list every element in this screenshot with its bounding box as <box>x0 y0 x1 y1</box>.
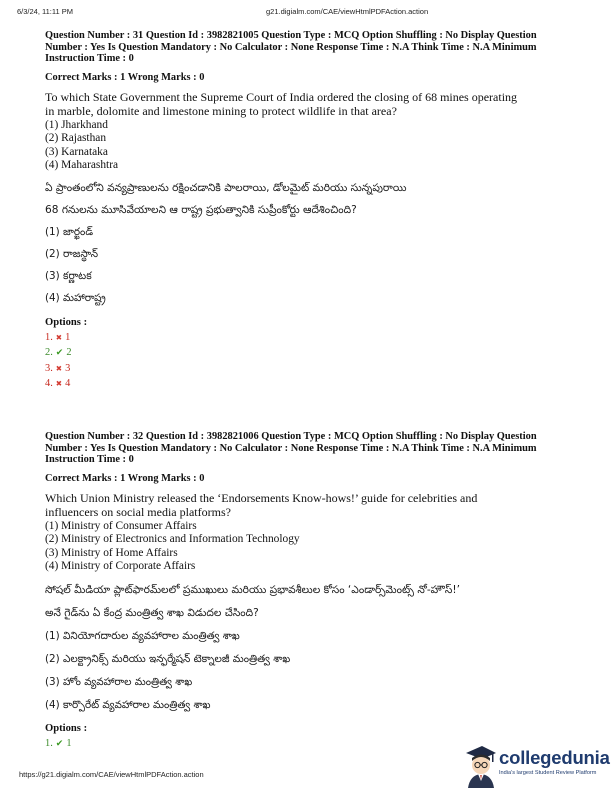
question-meta: Question Number : 31 Question Id : 3982821005 Question Type : MCQ Option Shuffling : No Display Question Number : Yes Is Question Mandatory : No Calculator : None Response Time : N.A Think Time : N.A Minimum Instruction Time : 0 <box>45 30 537 65</box>
question-text <box>45 491 575 519</box>
logo-tagline: India's largest Student Review Platform <box>499 770 597 776</box>
wrong-icon: ✖ <box>55 378 63 388</box>
telugu-option-item: (3) హోం వ్యవహారాల మంత్రిత్వ శాఖ <box>45 676 193 689</box>
question-marks: Correct Marks : 1 Wrong Marks : 0 <box>45 71 205 83</box>
answer-value: 3 <box>65 363 71 374</box>
answer-option <box>45 332 575 344</box>
option-item: (4) Maharashtra <box>45 159 119 171</box>
question-meta: Question Number : 32 Question Id : 3982821006 Question Type : MCQ Option Shuffling : No Display Question Number : Yes Is Question Mandatory : No Calculator : None Response Time : N.A Think Time : N.A Minimum Instruction Time : 0 <box>45 431 537 466</box>
telugu-option-item: (2) రాజస్థాన్ <box>45 248 98 261</box>
telugu-question-text <box>45 583 575 620</box>
answer-value: 4 <box>65 377 71 389</box>
option-item: (2) Rajasthan <box>45 132 107 145</box>
telugu-text-line: అనే గైడ్‌ను ఏ కేంద్ర మంత్రిత్వ శాఖ విడుదల చేసింది? <box>45 607 259 620</box>
print-url: g21.digialm.com/CAE/viewHtmlPDFAction.action <box>266 7 429 16</box>
check-icon: ✔ <box>55 348 64 359</box>
telugu-option-item: (2) ఎలక్ట్రానిక్స్ మరియు ఇన్ఫర్మేషన్ టెక్నాలజీ మంత్రిత్వ శాఖ <box>45 653 291 666</box>
telugu-options <box>45 225 575 305</box>
logo-brand-text: collegedunia <box>499 747 610 768</box>
question-text-line: To which State Government the Supreme Court of India ordered the closing of 68 mines operating <box>45 89 518 104</box>
wrong-icon: ✖ <box>55 364 63 373</box>
telugu-options <box>45 629 575 712</box>
graduate-mascot-icon <box>462 743 498 789</box>
option-item: (3) Ministry of Home Affairs <box>45 546 178 559</box>
telugu-option-item: (4) మహారాష్ట్ర <box>45 292 106 305</box>
question-text-line: influencers on social media platforms? <box>45 504 231 519</box>
answer-number: 3. <box>45 363 53 374</box>
answer-option <box>45 363 575 375</box>
answer-value: 1 <box>65 332 71 344</box>
browser-print-header <box>0 7 612 21</box>
option-item: (3) Karnataka <box>45 145 108 158</box>
check-icon: ✔ <box>55 739 64 750</box>
option-item: (1) Jharkhand <box>45 118 108 131</box>
question-text-line: Which Union Ministry released the ‘Endorsements Know-hows!’ guide for celebrities and <box>45 490 478 505</box>
telugu-option-item: (4) కార్పొరేట్ వ్యవహారాల మంత్రిత్వ శాఖ <box>45 699 211 712</box>
answer-option <box>45 347 575 360</box>
answer-number: 4. <box>45 377 53 389</box>
english-options <box>45 520 575 574</box>
question-31-block <box>45 30 575 390</box>
question-32-block <box>45 431 575 751</box>
answer-option <box>45 378 575 390</box>
answer-list <box>45 332 575 389</box>
telugu-question-text <box>45 181 575 217</box>
option-item: (4) Ministry of Corporate Affairs <box>45 560 196 572</box>
answer-value: 2 <box>66 347 72 359</box>
answer-number: 1. <box>45 738 53 750</box>
options-label: Options : <box>45 723 88 735</box>
telugu-option-item: (1) జార్ఖండ్ <box>45 226 94 239</box>
answer-number: 2. <box>45 347 53 359</box>
answer-number: 1. <box>45 332 53 344</box>
option-item: (1) Ministry of Consumer Affairs <box>45 519 197 532</box>
question-text-line: in marble, dolomite and limestone mining to protect wildlife in that area? <box>45 103 397 118</box>
collegedunia-logo <box>462 743 610 789</box>
english-options <box>45 119 575 173</box>
answer-value: 1 <box>66 738 72 750</box>
telugu-text-line: 68 గనులను మూసివేయాలని ఆ రాష్ట్ర ప్రభుత్వానికి సుప్రీంకోర్టు ఆదేశించింది? <box>45 204 357 217</box>
print-datetime: 6/3/24, 11:11 PM <box>17 7 74 16</box>
question-text <box>45 90 575 118</box>
telugu-text-line: సోషల్ మీడియా ప్లాట్‌ఫారమ్‌లలో ప్రముఖులు మరియు ప్రభావశీలుల కోసం ‘ఎండార్స్‌మెంట్స్ నో-హౌస్!’ <box>45 584 460 597</box>
options-label: Options : <box>45 317 88 329</box>
wrong-icon: ✖ <box>55 333 63 343</box>
print-footer-url: https://g21.digialm.com/CAE/viewHtmlPDFAction.action <box>19 770 204 779</box>
telugu-option-item: (3) కర్ణాటక <box>45 270 92 283</box>
telugu-option-item: (1) వినియోగదారుల వ్యవహారాల మంత్రిత్వ శాఖ <box>45 630 240 643</box>
option-item: (2) Ministry of Electronics and Information Technology <box>45 533 300 546</box>
telugu-text-line: ఏ ప్రాంతంలోని వన్యప్రాణులను రక్షించడానికి పాలరాయి, డోలమైట్ మరియు సున్నపురాయి <box>45 182 407 195</box>
question-marks: Correct Marks : 1 Wrong Marks : 0 <box>45 472 205 484</box>
